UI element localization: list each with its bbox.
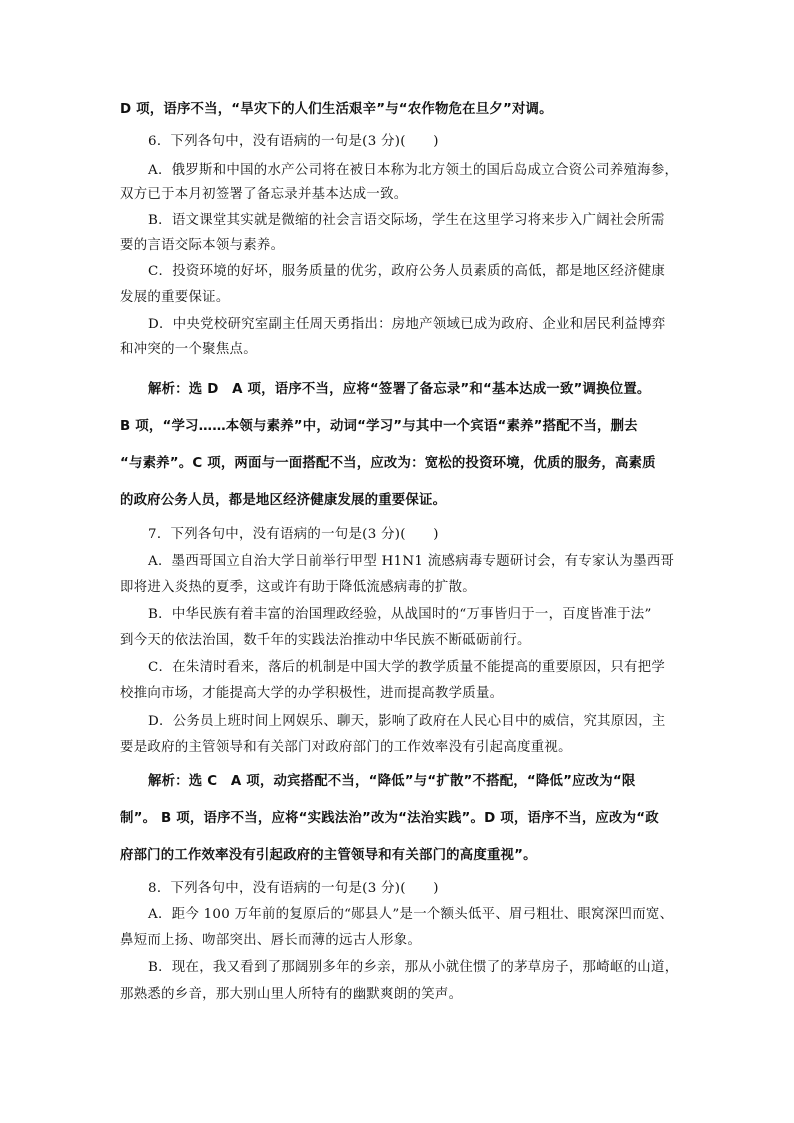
q6-analysis-line-3: “与素养”。C 项，两面与一面搭配不当，应改为：宽松的投资环境，优质的服务，高素质 xyxy=(120,456,656,471)
q6-analysis-line-2: B 项，“学习……本领与素养”中，动词“学习”与其中一个宾语“素养”搭配不当，删去 xyxy=(120,419,638,434)
q6-analysis-line-1: 解析：选 D A 项，语序不当，应将“签署了备忘录”和“基本达成一致”调换位置。 xyxy=(148,382,651,397)
q8-option-a: A．距今 100 万年前的复原后的“郧县人”是一个额头低平、眉弓粗壮、眼窝深凹而宽、 xyxy=(148,907,674,922)
q6-option-b: B．语文课堂其实就是微缩的社会言语交际场，学生在这里学习将来步入广阔社会所需 xyxy=(148,213,665,228)
q7-option-c: C．在朱清时看来，落后的机制是中国大学的教学质量不能提高的重要原因，只有把学 xyxy=(148,660,666,675)
q6-option-d: D．中央党校研究室副主任周天勇指出：房地产领域已成为政府、企业和居民利益博弈 xyxy=(148,317,666,332)
q8-option-b: B．现在，我又看到了那阔别多年的乡亲，那从小就住惯了的茅草房子，那崎岖的山道， xyxy=(148,960,679,975)
answer-explanation-line: D 项，语序不当，“旱灾下的人们生活艰辛”与“农作物危在旦夕”对调。 xyxy=(120,102,553,117)
q7-option-a: A．墨西哥国立自治大学日前举行甲型 H1N1 流感病毒专题研讨会，有专家认为墨西哥 xyxy=(148,554,675,569)
question-6-stem: 6．下列各句中，没有语病的一句是(3 分)( ) xyxy=(148,134,439,149)
q7-option-c-cont: 校推向市场，才能提高大学的办学积极性，进而提高教学质量。 xyxy=(120,686,504,701)
q7-option-a-cont: 即将进入炎热的夏季，这或许有助于降低流感病毒的扩散。 xyxy=(120,580,476,595)
question-7-stem: 7．下列各句中，没有语病的一句是(3 分)( ) xyxy=(148,527,439,542)
q7-option-b: B．中华民族有着丰富的治国理政经验，从战国时的“万事皆归于一，百度皆准于法” xyxy=(148,607,652,622)
q6-option-c-cont: 发展的重要保证。 xyxy=(120,290,230,305)
q6-analysis-line-4: 的政府公务人员，都是地区经济健康发展的重要保证。 xyxy=(120,493,447,508)
q7-option-b-cont: 到今天的依法治国，数千年的实践法治推动中华民族不断砥砺前行。 xyxy=(120,633,531,648)
q8-option-a-cont: 鼻短而上扬、吻部突出、唇长而薄的远古人形象。 xyxy=(120,933,422,948)
q8-option-b-cont: 那熟悉的乡音，那大别山里人所特有的幽默爽朗的笑声。 xyxy=(120,987,463,1002)
q6-option-b-cont: 要的言语交际本领与素养。 xyxy=(120,238,285,253)
q7-option-d: D．公务员上班时间上网娱乐、聊天，影响了政府在人民心目中的威信，究其原因，主 xyxy=(148,714,666,729)
question-8-stem: 8．下列各句中，没有语病的一句是(3 分)( ) xyxy=(148,881,439,896)
q6-option-c: C．投资环境的好坏，服务质量的优劣，政府公务人员素质的高低，都是地区经济健康 xyxy=(148,264,666,279)
q6-option-a-cont: 双方已于本月初签署了备忘录并基本达成一致。 xyxy=(120,187,408,202)
q6-option-d-cont: 和冲突的一个聚焦点。 xyxy=(120,342,257,357)
q7-analysis-line-2: 制”。 B 项，语序不当，应将“实践法治”改为“法治实践”。D 项，语序不当，应改为“政 xyxy=(120,811,659,826)
q6-option-a: A．俄罗斯和中国的水产公司将在被日本称为北方领土的国后岛成立合资公司养殖海参， xyxy=(148,163,679,178)
q7-option-d-cont: 要是政府的主管领导和有关部门对政府部门的工作效率没有引起高度重视。 xyxy=(120,740,572,755)
q7-analysis-line-3: 府部门的工作效率没有引起政府的主管领导和有关部门的高度重视”。 xyxy=(120,848,537,863)
q7-analysis-line-1: 解析：选 C A 项，动宾搭配不当，“降低”与“扩散”不搭配，“降低”应改为“限 xyxy=(148,774,636,789)
